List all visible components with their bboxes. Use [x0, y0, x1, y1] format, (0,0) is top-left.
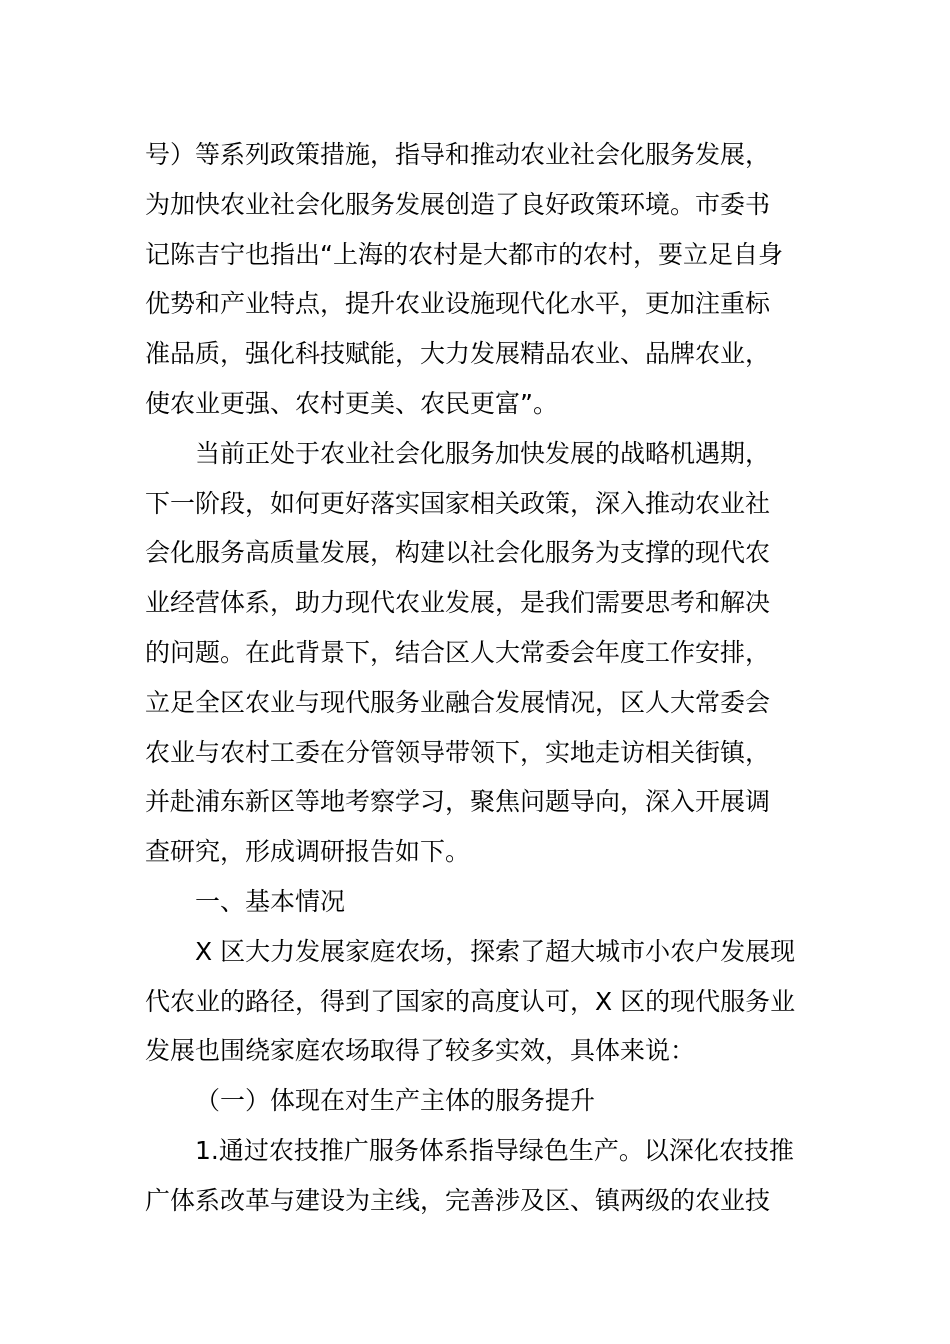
text-line: 立足全区农业与现代服务业融合发展情况，区人大常委会	[145, 687, 771, 717]
text-line: 业经营体系，助力现代农业发展，是我们需要思考和解决	[145, 588, 771, 618]
paragraph-first-line: 当前正处于农业社会化服务加快发展的战略机遇期，	[195, 438, 771, 468]
text-line: 广体系改革与建设为主线，完善涉及区、镇两级的农业技	[145, 1185, 771, 1215]
paragraph-first-line: 1.通过农技推广服务体系指导绿色生产。以深化农技推	[195, 1135, 794, 1165]
text-line: 发展也围绕家庭农场取得了较多实效，具体来说：	[145, 1036, 696, 1066]
text-line: 的问题。在此背景下，结合区人大常委会年度工作安排，	[145, 637, 771, 667]
text-line: 代农业的路径，得到了国家的高度认可，X 区的现代服务业	[145, 986, 796, 1016]
text-line: 为加快农业社会化服务发展创造了良好政策环境。市委书	[145, 189, 771, 219]
text-line: 会化服务高质量发展，构建以社会化服务为支撑的现代农	[145, 538, 771, 568]
text-line: 记陈吉宁也指出“上海的农村是大都市的农村，要立足自身	[145, 239, 783, 269]
subsection-heading: （一）体现在对生产主体的服务提升	[195, 1086, 596, 1116]
text-line: 优势和产业特点，提升农业设施现代化水平，更加注重标	[145, 289, 771, 319]
text-line: 准品质，强化科技赋能，大力发展精品农业、品牌农业，	[145, 339, 771, 369]
text-line: 查研究，形成调研报告如下。	[145, 837, 471, 867]
text-line: 使农业更强、农村更美、农民更富”。	[145, 388, 558, 418]
text-line: 农业与农村工委在分管领导带领下，实地走访相关街镇，	[145, 737, 771, 767]
text-line: 下一阶段，如何更好落实国家相关政策，深入推动农业社	[145, 488, 771, 518]
body-text	[145, 130, 810, 1226]
section-heading: 一、基本情况	[195, 886, 346, 916]
text-line: 号）等系列政策措施，指导和推动农业社会化服务发展，	[145, 140, 771, 169]
paragraph-first-line: X 区大力发展家庭农场，探索了超大城市小农户发展现	[195, 936, 796, 966]
text-line: 并赴浦东新区等地考察学习，聚焦问题导向，深入开展调	[145, 787, 771, 817]
